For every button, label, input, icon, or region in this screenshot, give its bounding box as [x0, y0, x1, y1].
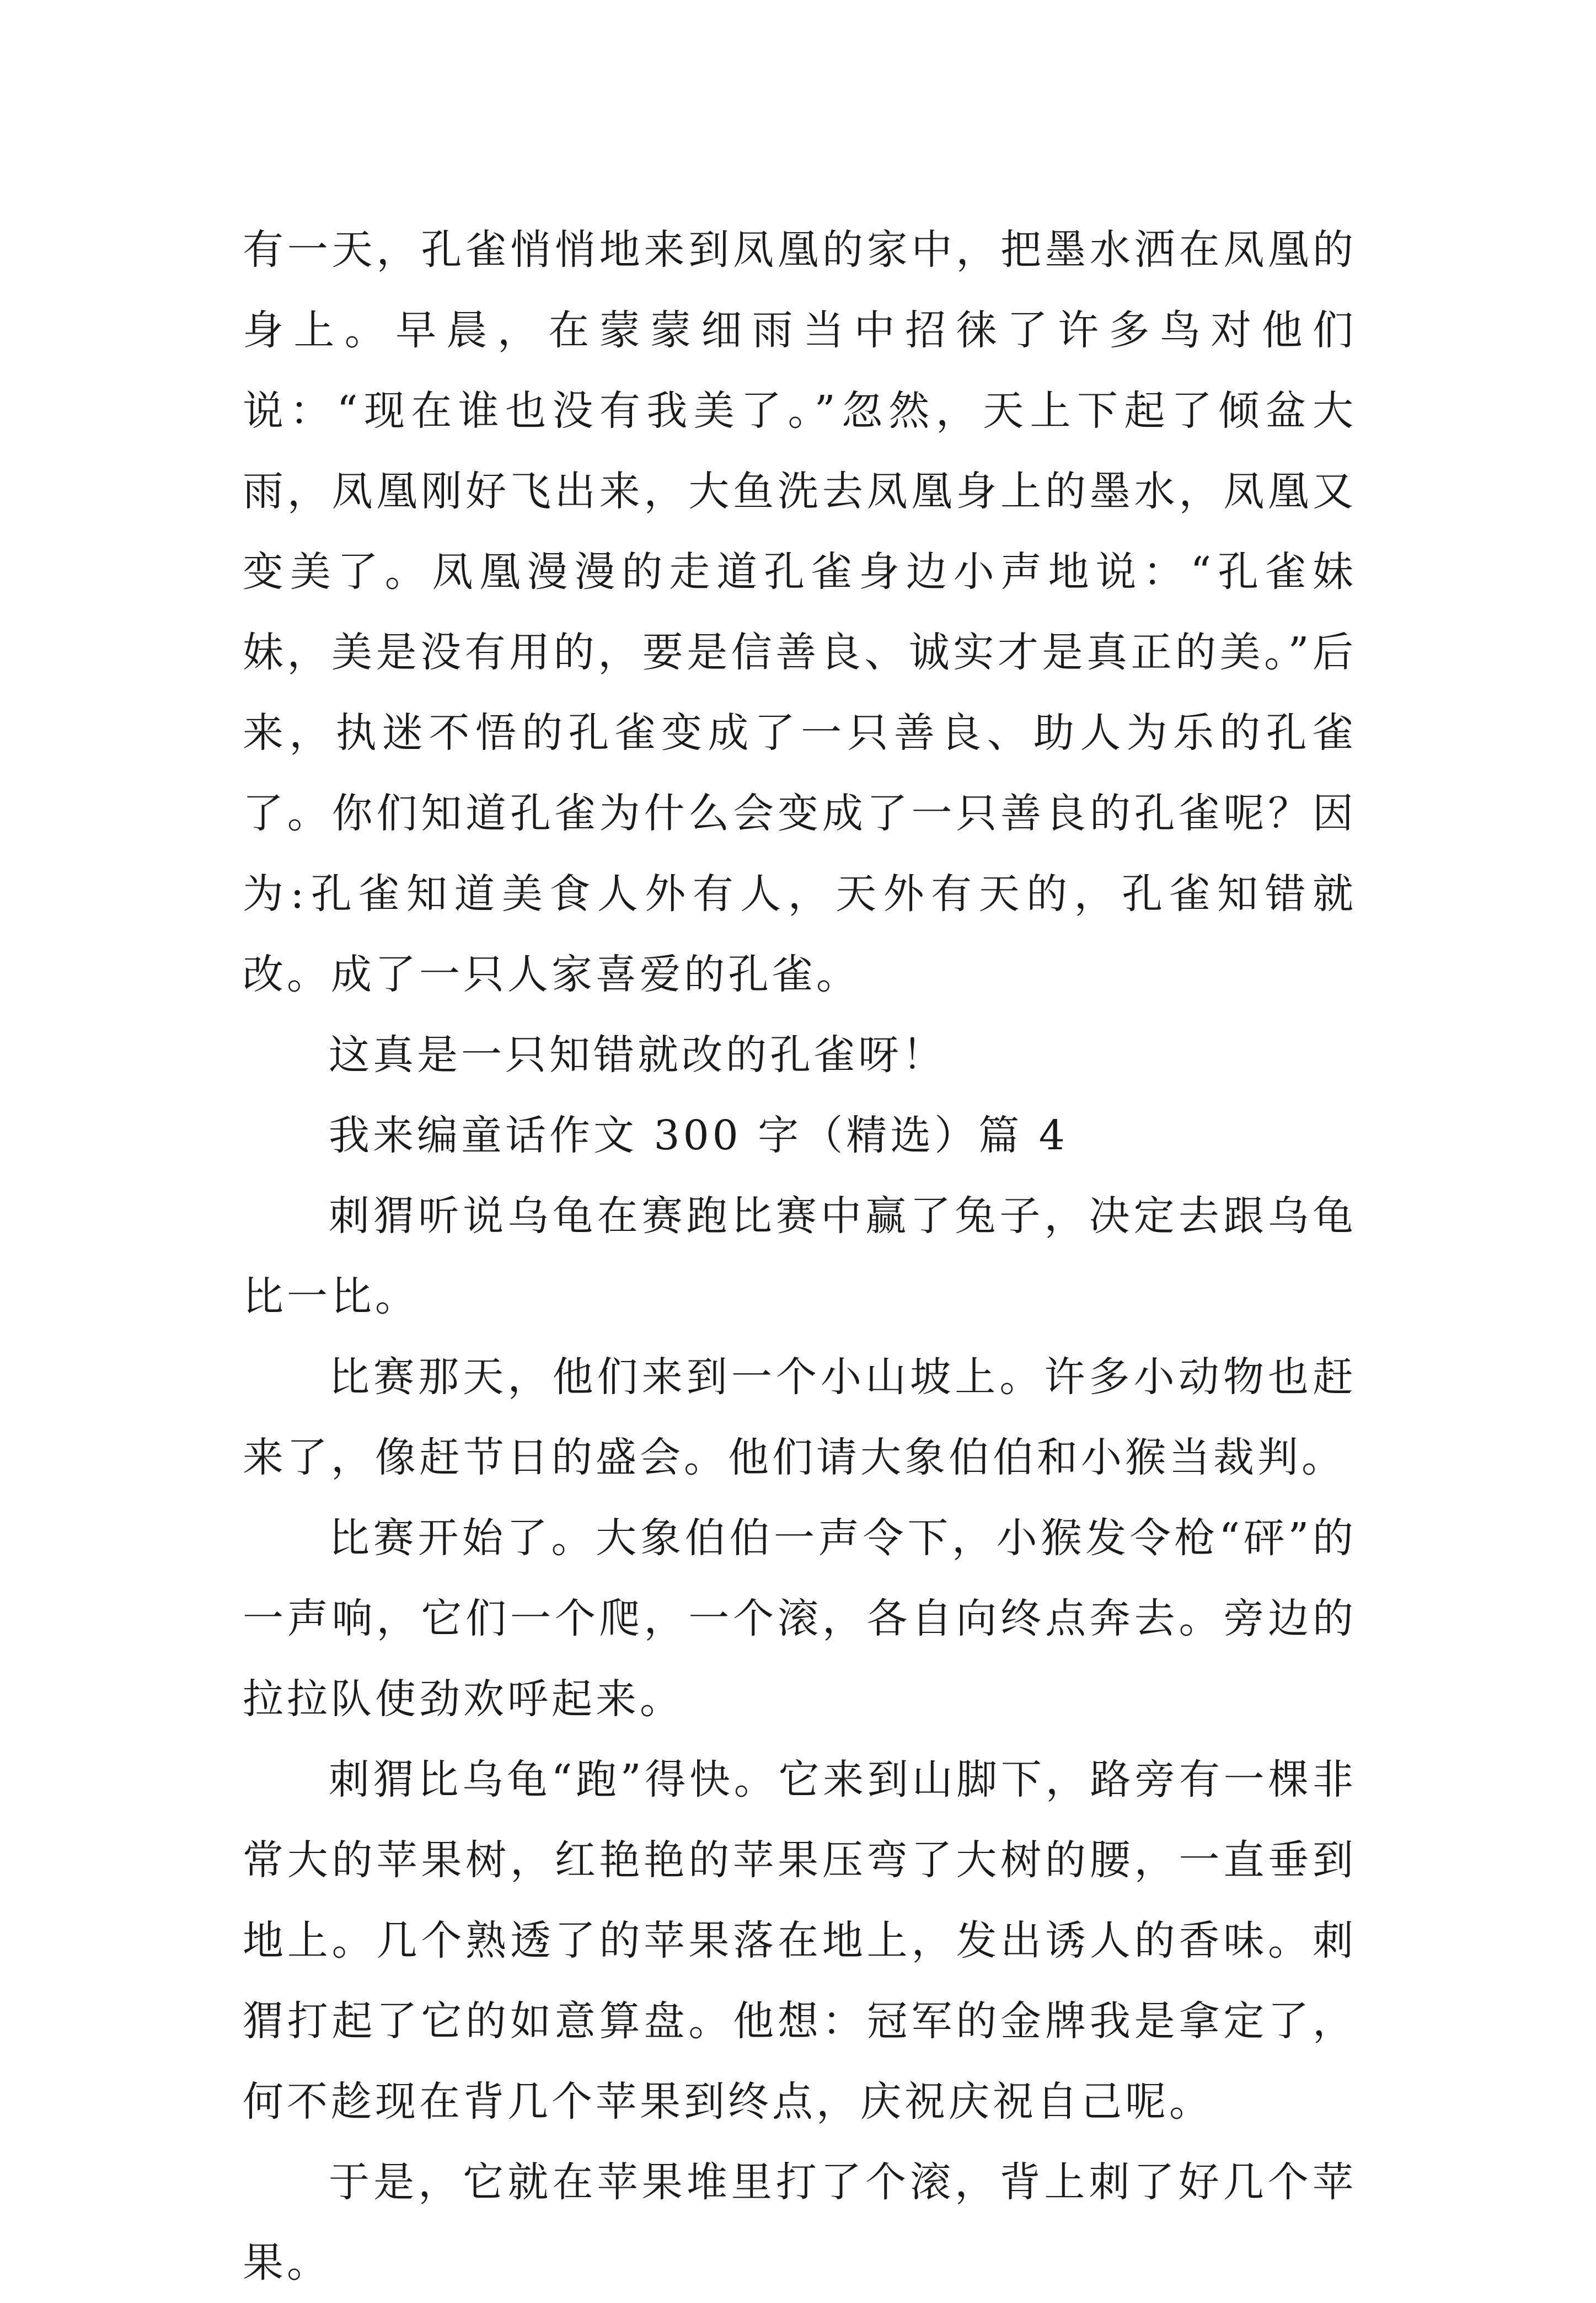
paragraph: 有一天，孔雀悄悄地来到凤凰的家中，把墨水洒在凤凰的身上。早晨，在蒙蒙细雨当中招徕了许多鸟对他们说：“现在谁也没有我美了。”忽然，天上下起了倾盆大雨，凤凰刚好飞出来，大鱼洗去凤凰身上的墨水，凤凰又变美了。凤凰漫漫的走道孔雀身边小声地说：“孔雀妹妹，美是没有用的，要是信善良、诚实才是真正的美。”后来，执迷不悟的孔雀变成了一只善良、助人为乐的孔雀了。你们知道孔雀为什么会变成了一只善良的孔雀呢？因为:孔雀知道美食人外有人，天外有天的，孔雀知错就改。成了一只人家喜爱的孔雀。	[243, 226, 1357, 998]
paragraph: 刺猬比乌龟“跑”得快。它来到山脚下，路旁有一棵非常大的苹果树，红艳艳的苹果压弯了大树的腰，一直垂到地上。几个熟透了的苹果落在地上，发出诱人的香味。刺猬打起了它的如意算盘。他想：冠军的金牌我是拿定了，何不趁现在背几个苹果到终点，庆祝庆祝自己呢。	[243, 1756, 1357, 2125]
paragraph: 比赛那天，他们来到一个小山坡上。许多小动物也赶来了，像赶节日的盛会。他们请大象伯伯和小猴当裁判。	[243, 1353, 1357, 1481]
document-body	[243, 210, 1357, 2303]
paragraph: 比赛开始了。大象伯伯一声令下，小猴发令枪“砰”的一声响，它们一个爬，一个滚，各自向终点奔去。旁边的拉拉队使劲欢呼起来。	[243, 1514, 1357, 1723]
paragraph: 这真是一只知错就改的孔雀呀！	[329, 1031, 946, 1079]
paragraph: 于是，它就在苹果堆里打了个滚，背上刺了好几个苹果。	[243, 2159, 1357, 2286]
paragraph: 刺猬听说乌龟在赛跑比赛中赢了兔子，决定去跟乌龟比一比。	[243, 1192, 1357, 1320]
section-heading: 我来编童话作文 300 字（精选）篇 4	[329, 1112, 1068, 1159]
